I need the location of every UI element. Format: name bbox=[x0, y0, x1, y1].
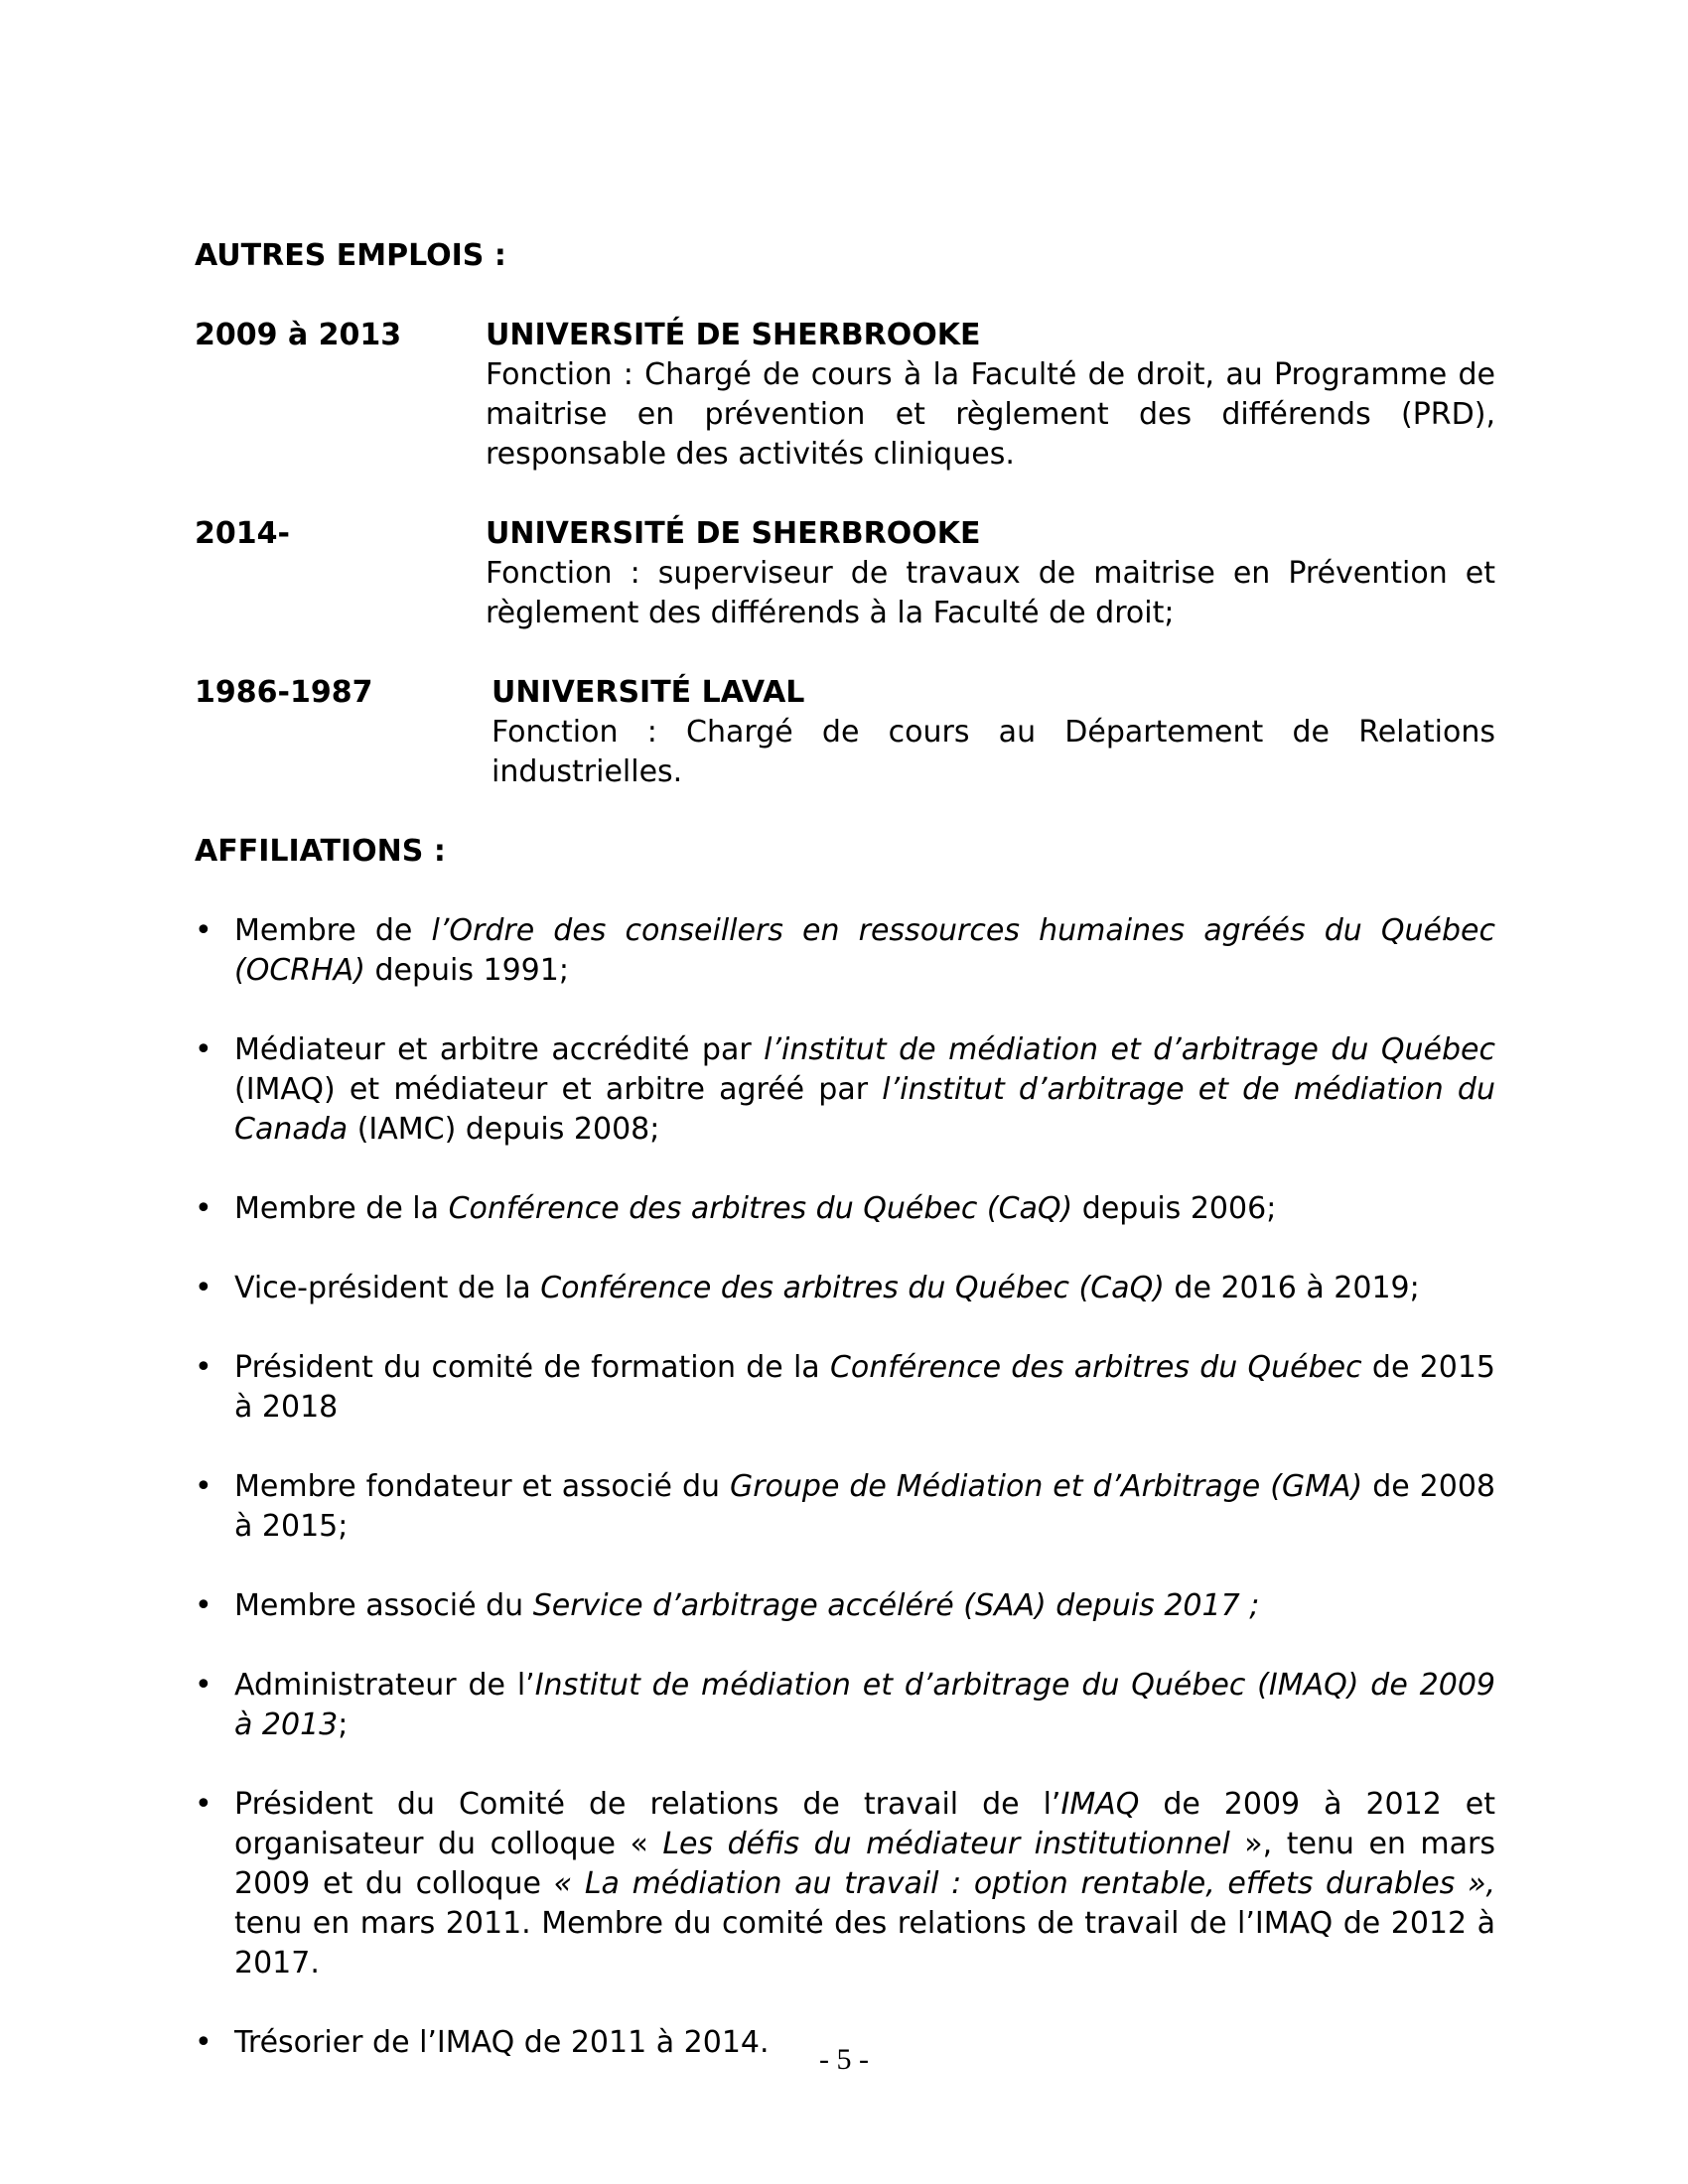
item-text: Membre fondateur et associé du bbox=[234, 1469, 730, 1504]
bullet-icon: • bbox=[195, 1787, 212, 1822]
item-text: Vice-président de la bbox=[234, 1271, 541, 1305]
bullet-icon: • bbox=[195, 1668, 212, 1703]
job-description: Fonction : Chargé de cours au Département de Relations industrielles. bbox=[492, 715, 1495, 789]
bullet-icon: • bbox=[195, 1191, 212, 1226]
colloquium-title: « La médiation au travail : option rentable, effets durables », bbox=[553, 1866, 1496, 1901]
organization-name: l’institut de médiation et d’arbitrage du Québec bbox=[764, 1032, 1495, 1067]
organization-name: IMAQ bbox=[1060, 1787, 1140, 1822]
bullet-icon: • bbox=[195, 1032, 212, 1067]
item-text: de 2009 à 2012 et organisateur du colloque « bbox=[234, 1787, 1496, 1861]
item-text: ; bbox=[338, 1707, 349, 1742]
bullet-icon: • bbox=[195, 913, 212, 948]
item-text: Membre de bbox=[234, 913, 432, 948]
list-item bbox=[195, 911, 1495, 991]
item-text: Président du Comité de relations de travail de l’ bbox=[234, 1787, 1061, 1822]
organization-name: Conférence des arbitres du Québec (CaQ) bbox=[540, 1271, 1165, 1305]
organization-name: Conférence des arbitres du Québec (CaQ) bbox=[448, 1191, 1073, 1226]
affiliations-heading: AFFILIATIONS : bbox=[195, 834, 446, 869]
bullet-icon: • bbox=[195, 1271, 212, 1305]
job-body bbox=[492, 673, 1495, 792]
bullet-icon: • bbox=[195, 1350, 212, 1385]
job-body bbox=[486, 316, 1495, 475]
item-text: », tenu en mars 2009 et du colloque bbox=[234, 1827, 1495, 1901]
job-body bbox=[486, 514, 1495, 633]
item-text: de 2015 à 2018 bbox=[234, 1350, 1496, 1425]
job-years: 2014- bbox=[195, 516, 290, 551]
autres-emplois-heading: AUTRES EMPLOIS : bbox=[195, 238, 506, 273]
item-text: tenu en mars 2011. Membre du comité des relations de travail de l’IMAQ de 2012 à 2017. bbox=[234, 1906, 1495, 1980]
organization-name: l’institut d’arbitrage et de médiation du Canada bbox=[234, 1072, 1495, 1147]
list-item bbox=[195, 1189, 1495, 1229]
list-item bbox=[195, 1348, 1495, 1428]
organization-name: Groupe de Médiation et d’Arbitrage (GMA) bbox=[729, 1469, 1363, 1504]
item-text: Président du comité de formation de la bbox=[234, 1350, 830, 1385]
organization-name: Institut de médiation et d’arbitrage du Québec (IMAQ) de 2009 à 2013 bbox=[234, 1668, 1495, 1742]
item-text: Administrateur de l’ bbox=[234, 1668, 535, 1703]
item-text: (IMAQ) et médiateur et arbitre agréé par bbox=[234, 1072, 883, 1107]
list-item bbox=[195, 1269, 1495, 1308]
item-text: depuis 2006; bbox=[1072, 1191, 1277, 1226]
job-organization: UNIVERSITÉ DE SHERBROOKE bbox=[486, 318, 981, 352]
item-text: Trésorier de l’IMAQ de 2011 à 2014. bbox=[234, 2025, 770, 2060]
item-text: Membre de la bbox=[234, 1191, 449, 1226]
organization-name: Conférence des arbitres du Québec bbox=[829, 1350, 1362, 1385]
affiliations-list bbox=[195, 911, 1495, 2103]
item-text: de 2016 à 2019; bbox=[1164, 1271, 1420, 1305]
job-description: Fonction : superviseur de travaux de maitrise en Prévention et règlement des différends à la Faculté de droit; bbox=[486, 556, 1495, 630]
bullet-icon: • bbox=[195, 2025, 212, 2060]
item-text: (IAMC) depuis 2008; bbox=[348, 1112, 660, 1147]
list-item bbox=[195, 1785, 1495, 1983]
list-item bbox=[195, 1666, 1495, 1745]
item-text: depuis 1991; bbox=[364, 953, 569, 988]
list-item bbox=[195, 1586, 1495, 1626]
job-description: Fonction : Chargé de cours à la Faculté de droit, au Programme de maitrise en prévention et règlement des différends (PRD), responsable des activités cliniques. bbox=[486, 357, 1495, 472]
job-years: 2009 à 2013 bbox=[195, 318, 402, 352]
job-organization: UNIVERSITÉ DE SHERBROOKE bbox=[486, 516, 981, 551]
bullet-icon: • bbox=[195, 1588, 212, 1623]
organization-name: Service d’arbitrage accéléré (SAA) depuis 2017 ; bbox=[532, 1588, 1260, 1623]
list-item bbox=[195, 1467, 1495, 1547]
item-text: Médiateur et arbitre accrédité par bbox=[234, 1032, 765, 1067]
colloquium-title: Les défis du médiateur institutionnel bbox=[662, 1827, 1230, 1861]
bullet-icon: • bbox=[195, 1469, 212, 1504]
page-number: - 5 - bbox=[819, 2043, 869, 2076]
job-organization: UNIVERSITÉ LAVAL bbox=[492, 675, 805, 710]
organization-name: l’Ordre des conseillers en ressources humaines agréés du Québec (OCRHA) bbox=[234, 913, 1495, 988]
job-years: 1986-1987 bbox=[195, 675, 373, 710]
list-item bbox=[195, 1030, 1495, 1150]
item-text: Membre associé du bbox=[234, 1588, 533, 1623]
item-text: de 2008 à 2015; bbox=[234, 1469, 1496, 1544]
